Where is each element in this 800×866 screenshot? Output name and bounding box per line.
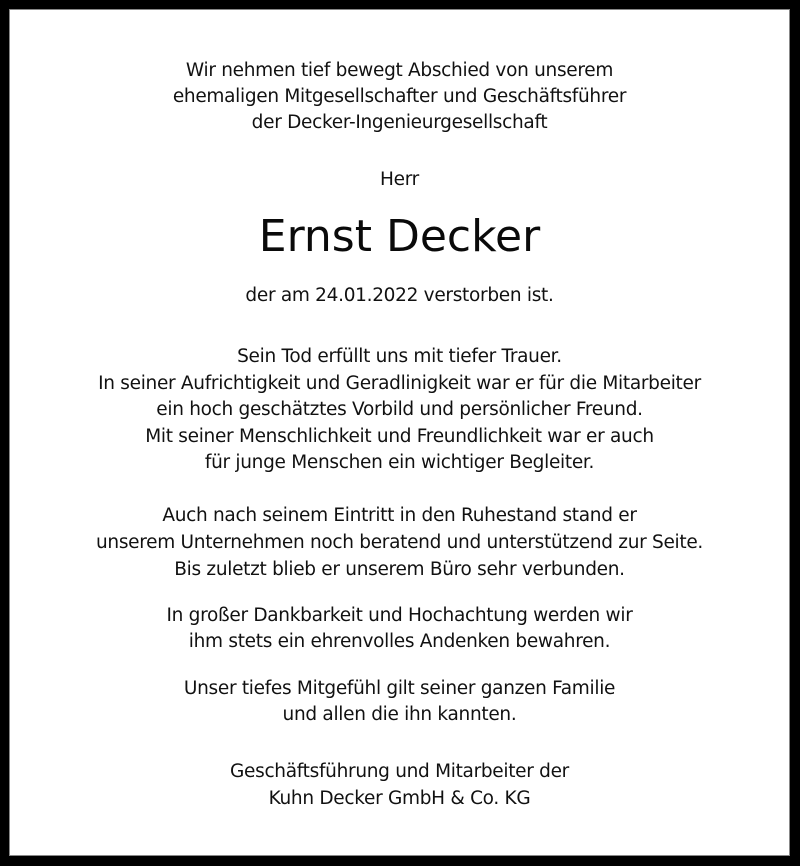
paragraph-line: ein hoch geschätztes Vorbild und persönlicher Freund. — [156, 399, 643, 420]
paragraph-line: In seiner Aufrichtigkeit und Geradlinigkeit war er für die Mitarbeiter — [98, 373, 701, 394]
intro-line: der Decker-Ingenieurgesellschaft — [251, 112, 548, 133]
intro-line: Wir nehmen tief bewegt Abschied von unserem — [185, 60, 614, 81]
paragraph-line: Bis zuletzt blieb er unserem Büro sehr verbunden. — [174, 559, 625, 580]
paragraph-line: für junge Menschen ein wichtiger Begleiter. — [204, 452, 595, 473]
obituary-notice — [9, 9, 790, 856]
paragraph-line: ihm stets ein ehrenvolles Andenken bewahren. — [188, 631, 611, 652]
paragraph-line: In großer Dankbarkeit und Hochachtung werden wir — [166, 605, 633, 626]
paragraph-line: unserem Unternehmen noch beratend und unterstützend zur Seite. — [95, 532, 704, 553]
intro-line: ehemaligen Mitgesellschafter und Geschäftsführer — [172, 86, 627, 107]
salutation: Herr — [380, 169, 419, 190]
paragraph-line: Auch nach seinem Eintritt in den Ruhestand stand er — [162, 505, 637, 526]
paragraph-line: Mit seiner Menschlichkeit und Freundlichkeit war er auch — [145, 426, 654, 447]
paragraph-line: und allen die ihn kannten. — [282, 704, 517, 725]
signature-line: Geschäftsführung und Mitarbeiter der — [229, 761, 569, 782]
paragraph-line: Sein Tod erfüllt uns mit tiefer Trauer. — [237, 346, 562, 367]
signature-company: Kuhn Decker GmbH & Co. KG — [268, 788, 531, 809]
death-date-line: der am 24.01.2022 verstorben ist. — [245, 285, 554, 306]
deceased-name: Ernst Decker — [258, 211, 541, 262]
paragraph-line: Unser tiefes Mitgefühl gilt seiner ganzen Familie — [183, 678, 616, 699]
